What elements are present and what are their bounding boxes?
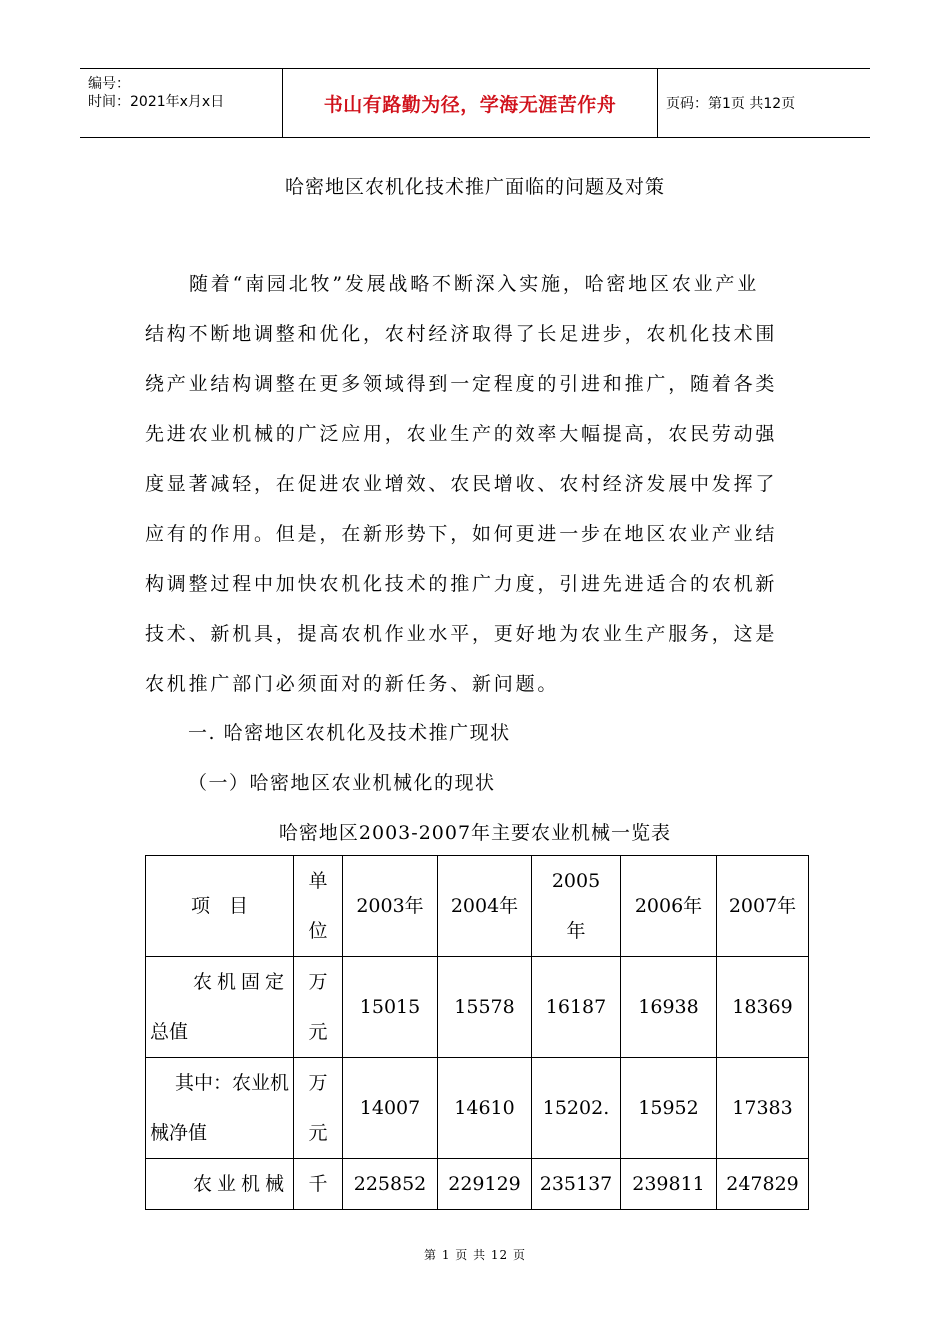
value-cell: 15202.: [532, 1058, 621, 1159]
table-header-row: [146, 856, 809, 957]
table-row: [146, 1159, 809, 1210]
row-unit-cell: 万 元: [294, 1058, 343, 1159]
value-cell: 17383: [717, 1058, 809, 1159]
header-motto-box: [282, 69, 658, 137]
header-cell-2004: 2004年: [438, 856, 532, 957]
document-title: 哈密地区农机化技术推广面临的问题及对策: [284, 176, 665, 198]
header-cell-2006: 2006年: [621, 856, 717, 957]
value-cell: 225852: [343, 1159, 438, 1210]
page-footer: 第 1 页 共 12 页: [424, 1248, 526, 1262]
value-cell: 15952: [621, 1058, 717, 1159]
value-cell: 239811: [621, 1159, 717, 1210]
motto-text: 书山有路勤为径，学海无涯苦作舟: [323, 93, 617, 116]
subsection-heading: （一）哈密地区农业机械化的现状: [188, 772, 496, 794]
paragraph-line: 绕产业结构调整在更多领域得到一定程度的引进和推广，随着各类: [145, 373, 778, 395]
machinery-table: [145, 855, 809, 1210]
header-cell-2003: 2003年: [343, 856, 438, 957]
paragraph-line: 技术、新机具，提高农机作业水平，更好地为农业生产服务，这是: [145, 623, 778, 645]
page-header: [80, 68, 870, 138]
value-cell: 18369: [717, 957, 809, 1058]
row-item-cell: 农业机械: [146, 1159, 294, 1210]
value-cell: 229129: [438, 1159, 532, 1210]
table-caption: 哈密地区2003-2007年主要农业机械一览表: [278, 822, 672, 844]
value-cell: 235137: [532, 1159, 621, 1210]
time-label: 时间：2021年x月x日: [88, 94, 225, 110]
header-cell-unit: 单 位: [294, 856, 343, 957]
table-row: [146, 1058, 809, 1159]
header-meta: [80, 69, 282, 137]
section-heading: 一. 哈密地区农机化及技术推广现状: [188, 722, 511, 744]
value-cell: 16187: [532, 957, 621, 1058]
paragraph-line: 先进农业机械的广泛应用，农业生产的效率大幅提高，农民劳动强: [145, 423, 778, 445]
paragraph-line: 结构不断地调整和优化，农村经济取得了长足进步，农机化技术围: [145, 323, 778, 345]
row-item-cell: 其中：农业机 械净值: [146, 1058, 294, 1159]
value-cell: 15015: [343, 957, 438, 1058]
value-cell: 16938: [621, 957, 717, 1058]
table-row: [146, 957, 809, 1058]
header-cell-item: 项 目: [146, 856, 294, 957]
paragraph-line: 农机推广部门必须面对的新任务、新问题。: [145, 673, 560, 695]
row-unit-cell: 万 元: [294, 957, 343, 1058]
paragraph-line: 应有的作用。但是，在新形势下，如何更进一步在地区农业产业结: [145, 523, 778, 545]
value-cell: 15578: [438, 957, 532, 1058]
paragraph-line: 构调整过程中加快农机化技术的推广力度，引进先进适合的农机新: [145, 573, 778, 595]
paragraph-line: 度显著减轻，在促进农业增效、农民增收、农村经济发展中发挥了: [145, 473, 778, 495]
page-info: 页码：第1页 共12页: [666, 96, 796, 112]
row-unit-cell: 千: [294, 1159, 343, 1210]
row-item-cell: 农机固定 总值: [146, 957, 294, 1058]
number-label: 编号：: [88, 76, 130, 92]
value-cell: 14007: [343, 1058, 438, 1159]
paragraph-line: 随着“南园北牧”发展战略不断深入实施，哈密地区农业产业: [189, 273, 760, 295]
value-cell: 247829: [717, 1159, 809, 1210]
value-cell: 14610: [438, 1058, 532, 1159]
header-cell-2007: 2007年: [717, 856, 809, 957]
header-cell-2005: 2005 年: [532, 856, 621, 957]
